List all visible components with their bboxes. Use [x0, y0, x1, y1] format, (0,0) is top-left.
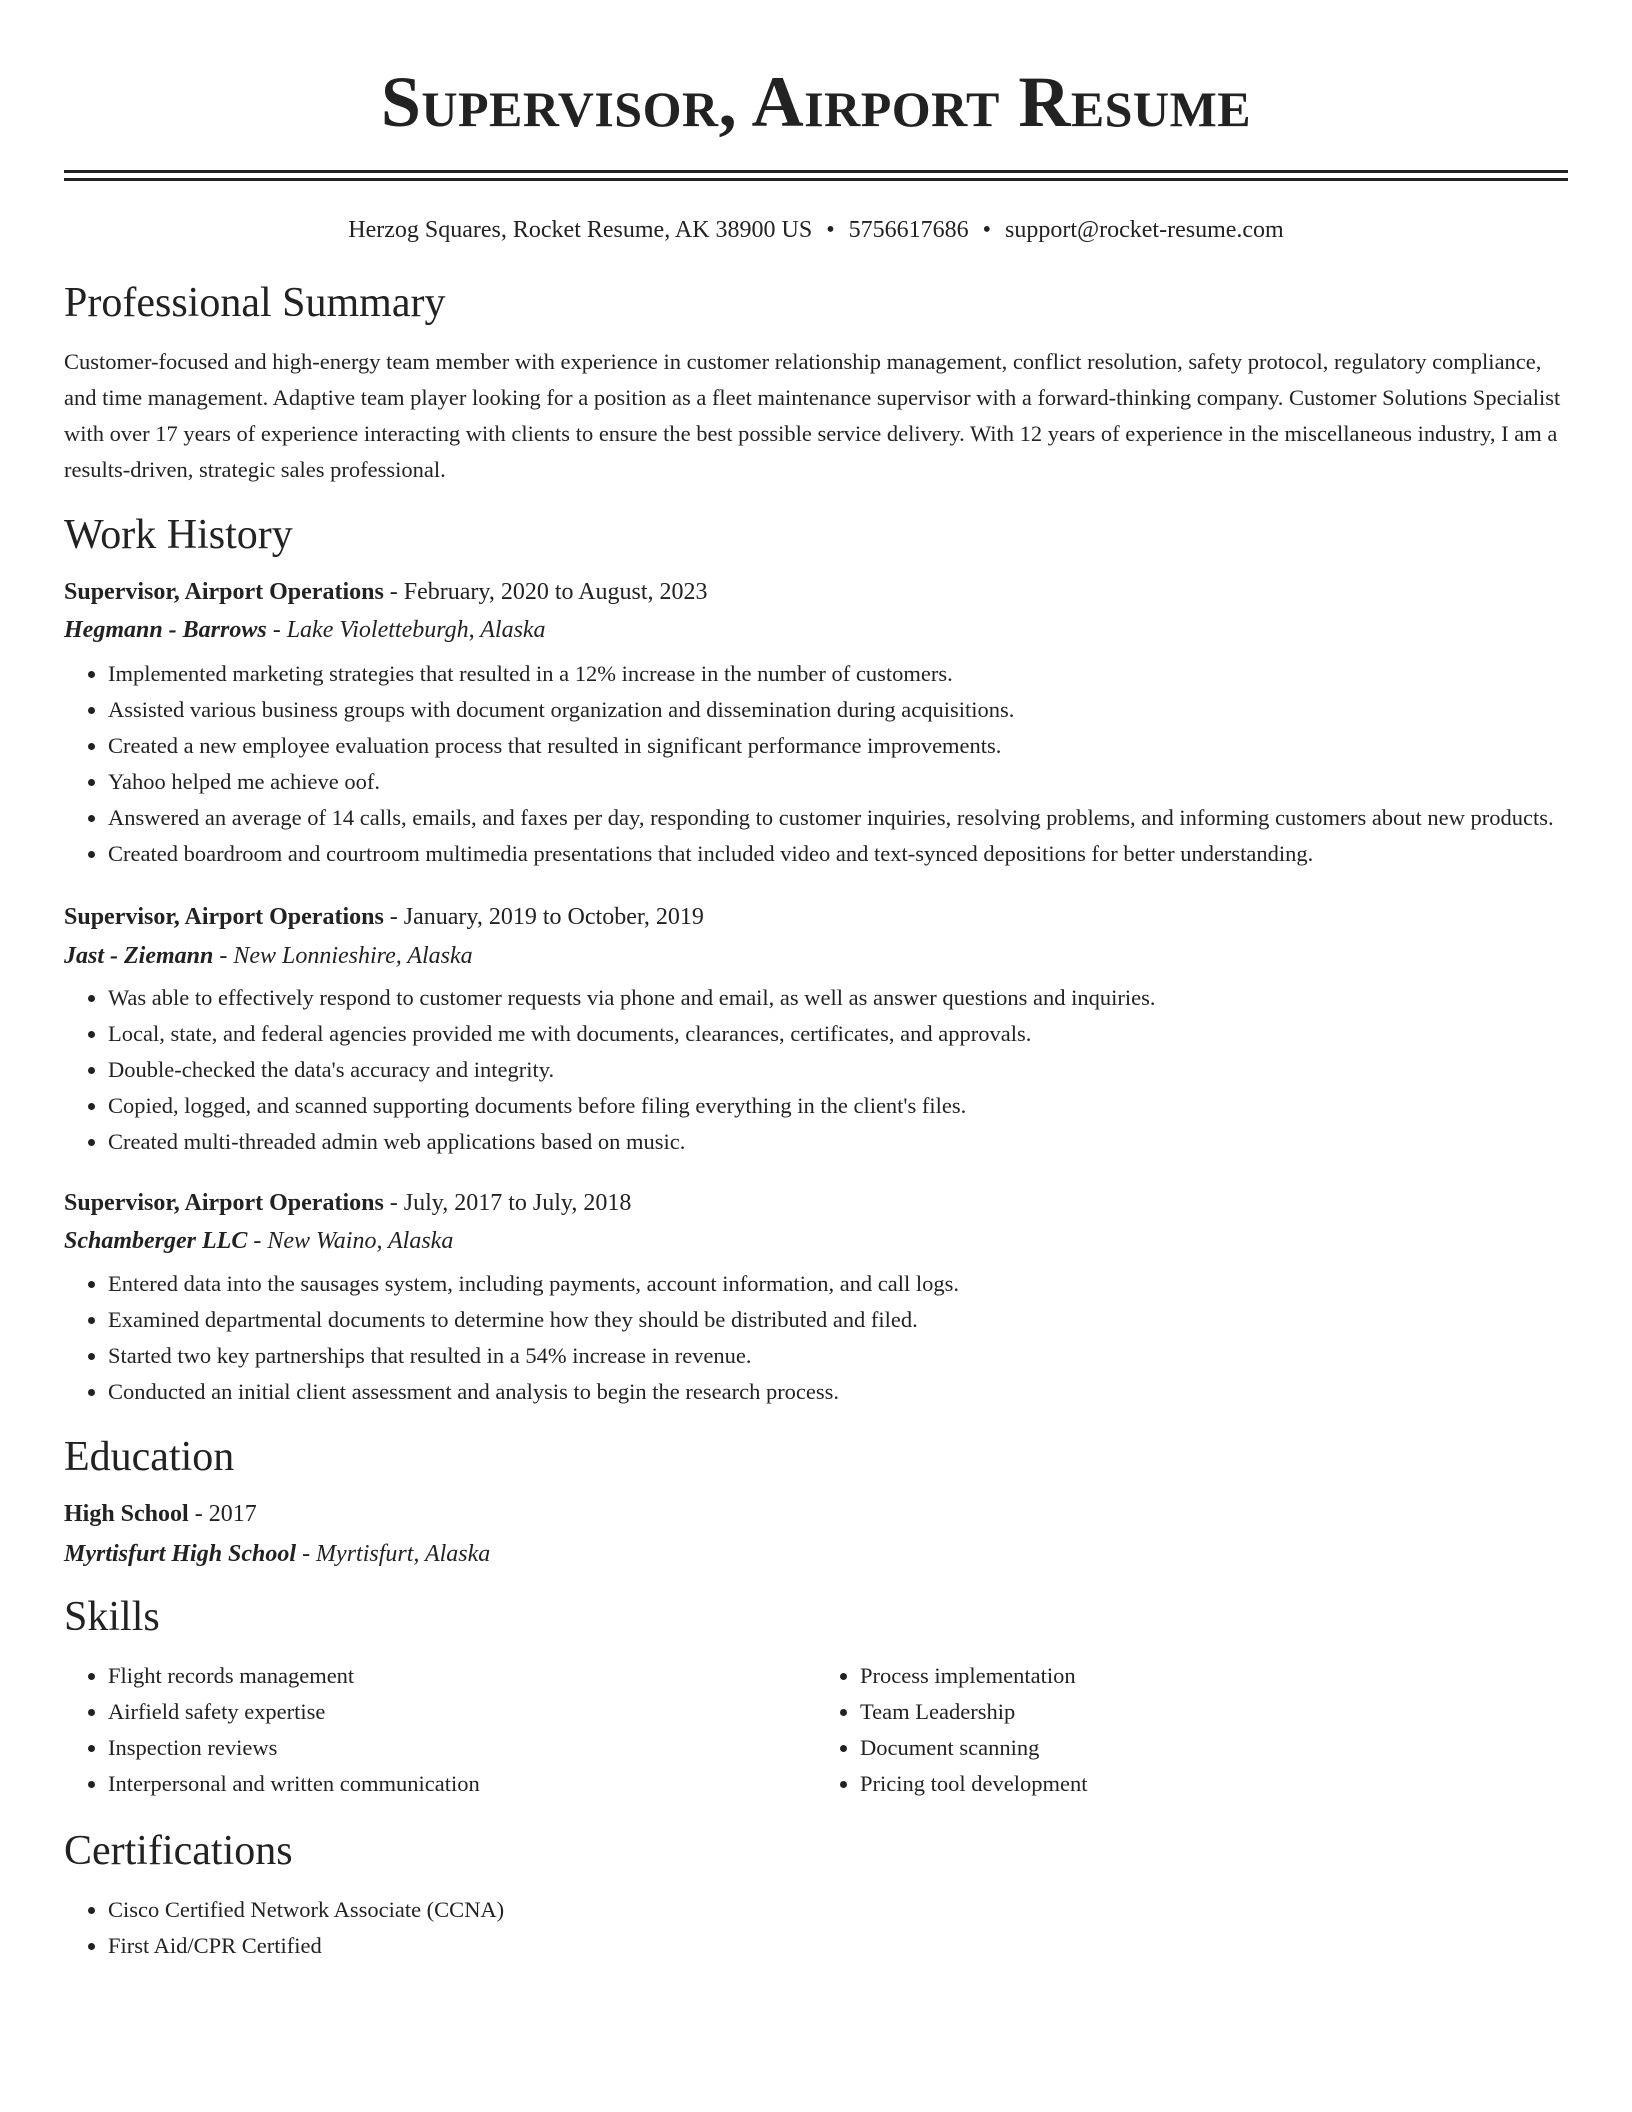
list-item: • Double-checked the data's accuracy and integrity. [108, 1052, 1568, 1088]
company-location: - Lake Violetteburgh, Alaska [266, 617, 546, 643]
list-item: • Was able to effectively respond to customer requests via phone and email, as well as answer questions and inquiries. [108, 980, 1568, 1016]
skills-columns [64, 1658, 1568, 1802]
contact-email: support@rocket-resume.com [1005, 217, 1284, 243]
resume-title: Supervisor, Airport Resume [380, 62, 1252, 142]
company-location: - New Lonnieshire, Alaska [213, 943, 473, 969]
company-name: Schamberger LLC [64, 1228, 248, 1254]
list-item: • Created a new employee evaluation process that resulted in significant performance improvements. [108, 728, 1568, 764]
education-heading: Education [64, 1434, 235, 1480]
job-bullets [64, 1266, 1568, 1410]
list-item: • Created multi-threaded admin web applications based on music. [108, 1124, 1568, 1160]
skills-list-left [64, 1658, 816, 1802]
list-item: • First Aid/CPR Certified [108, 1928, 1568, 1964]
list-item: • Airfield safety expertise [108, 1694, 816, 1730]
list-item: • Document scanning [860, 1730, 1568, 1766]
job-bullets [64, 656, 1568, 872]
certifications-heading: Certifications [64, 1828, 293, 1874]
list-item: • Inspection reviews [108, 1730, 816, 1766]
certifications-list [64, 1892, 1568, 1964]
education-entry [64, 1502, 1568, 1566]
skills-heading: Skills [64, 1594, 160, 1640]
list-item: • Interpersonal and written communication [108, 1766, 816, 1802]
job-title-line [64, 1191, 1568, 1215]
list-item: • Started two key partnerships that resulted in a 54% increase in revenue. [108, 1338, 1568, 1374]
summary-text: Customer-focused and high-energy team member with experience in customer relationship management, conflict resolution, safety protocol, regulatory compliance, and time management. Adaptive team player looking for a position as a fleet maintenance supervisor with a forward-thinking company. Customer Solutions Specialist with over 17 years of experience interacting with clients to ensure the best possible service delivery. With 12 years of experience in the miscellaneous industry, I am a results-driven, strategic sales professional. [64, 349, 1561, 482]
list-item: • Flight records management [108, 1658, 816, 1694]
list-item: • Answered an average of 14 calls, emails, and faxes per day, responding to customer inquiries, resolving problems, and informing customers about new products. [108, 800, 1568, 836]
company-location: - New Waino, Alaska [247, 1228, 454, 1254]
summary-heading: Professional Summary [64, 280, 446, 326]
job-title: Supervisor, Airport Operations [64, 579, 384, 605]
contact-separator: • [826, 217, 835, 243]
contact-phone: 5756617686 [848, 217, 969, 243]
list-item: • Implemented marketing strategies that resulted in a 12% increase in the number of customers. [108, 656, 1568, 692]
list-item: • Created boardroom and courtroom multimedia presentations that included video and text-synced depositions for better understanding. [108, 836, 1568, 872]
job-title: Supervisor, Airport Operations [64, 904, 384, 930]
school-name: Myrtisfurt High School [64, 1541, 297, 1567]
school-location: - Myrtisfurt, Alaska [296, 1541, 491, 1567]
job-dates: - February, 2020 to August, 2023 [383, 579, 708, 605]
list-item: • Process implementation [860, 1658, 1568, 1694]
company-line [64, 618, 1568, 642]
title-divider [64, 170, 1568, 181]
list-item: • Entered data into the sausages system, including payments, account information, and call logs. [108, 1266, 1568, 1302]
contact-address: Herzog Squares, Rocket Resume, AK 38900 US [348, 217, 813, 243]
list-item: • Team Leadership [860, 1694, 1568, 1730]
list-item: • Assisted various business groups with document organization and dissemination during acquisitions. [108, 692, 1568, 728]
graduation-year: - 2017 [188, 1501, 257, 1527]
list-item: • Conducted an initial client assessment and analysis to begin the research process. [108, 1374, 1568, 1410]
list-item: • Local, state, and federal agencies provided me with documents, clearances, certificates, and approvals. [108, 1016, 1568, 1052]
skills-list-right [816, 1658, 1568, 1802]
contact-separator: • [982, 217, 992, 243]
list-item: • Pricing tool development [860, 1766, 1568, 1802]
list-item: • Cisco Certified Network Associate (CCNA) [108, 1892, 1568, 1928]
company-line [64, 1229, 1568, 1253]
degree: High School [64, 1501, 189, 1527]
job-title: Supervisor, Airport Operations [64, 1190, 384, 1216]
job-dates: - January, 2019 to October, 2019 [383, 904, 704, 930]
job-title-line [64, 905, 1568, 929]
list-item: • Examined departmental documents to determine how they should be distributed and filed. [108, 1302, 1568, 1338]
contact-line [64, 218, 1568, 242]
list-item: • Copied, logged, and scanned supporting documents before filing everything in the client's files. [108, 1088, 1568, 1124]
job-entry [64, 905, 1568, 1160]
list-item: • Yahoo helped me achieve oof. [108, 764, 1568, 800]
job-title-line [64, 580, 1568, 604]
job-entry [64, 1191, 1568, 1410]
degree-line [64, 1502, 1568, 1526]
work-history-heading: Work History [64, 512, 293, 558]
job-dates: - July, 2017 to July, 2018 [383, 1190, 632, 1216]
job-bullets [64, 980, 1568, 1160]
company-name: Hegmann - Barrows [64, 617, 267, 643]
school-line [64, 1542, 1568, 1566]
company-line [64, 944, 1568, 968]
job-entry [64, 580, 1568, 872]
company-name: Jast - Ziemann [64, 943, 214, 969]
